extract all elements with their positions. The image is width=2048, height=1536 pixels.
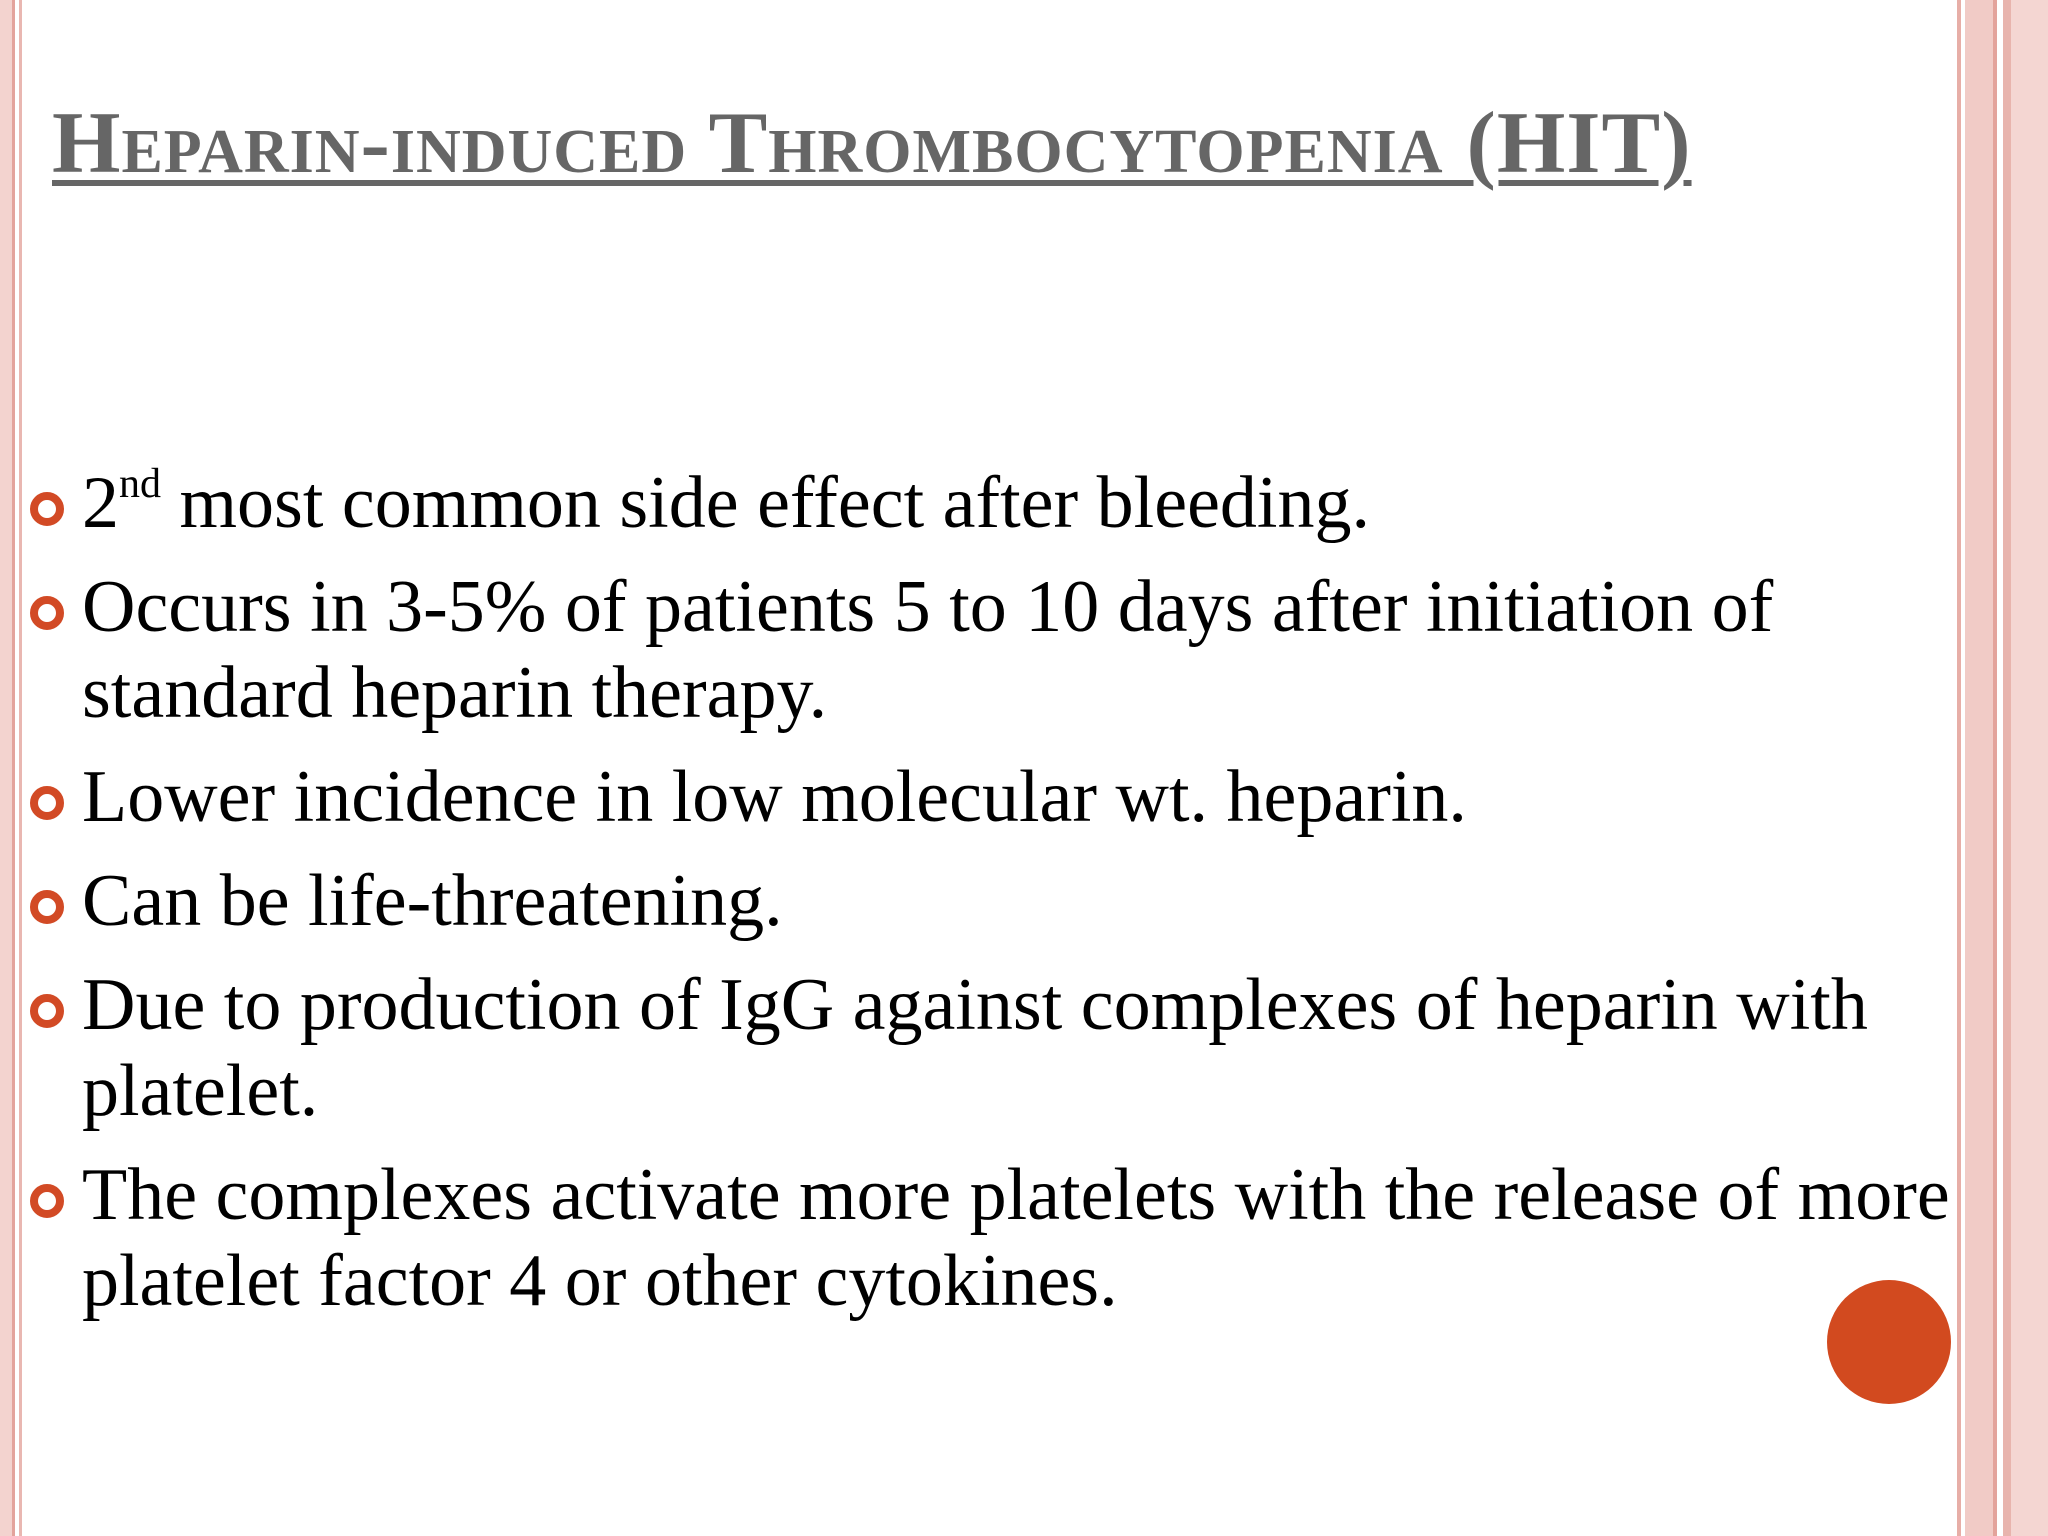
bullet-item-2 xyxy=(0,564,2030,736)
bullet-item-5 xyxy=(0,962,2030,1134)
bullet-superscript: nd xyxy=(119,461,161,507)
bullet-item-1 xyxy=(0,460,2030,546)
bullet-text: The complexes activate more platelets with the release of more platelet factor 4 or other cytokines. xyxy=(82,1154,1950,1322)
bullet-item-6 xyxy=(0,1152,2030,1324)
orange-circle-decoration xyxy=(1827,1280,1951,1404)
ring-bullet-icon xyxy=(30,994,64,1028)
ring-bullet-icon xyxy=(30,890,64,924)
bullet-item-4 xyxy=(0,858,2030,944)
bullet-text-prefix: 2 xyxy=(82,462,119,544)
ring-bullet-icon xyxy=(30,596,64,630)
bullet-text: Occurs in 3-5% of patients 5 to 10 days after initiation of standard heparin therapy. xyxy=(82,566,1774,734)
ring-bullet-icon xyxy=(30,492,64,526)
ring-bullet-icon xyxy=(30,786,64,820)
bullet-item-3 xyxy=(0,754,2030,840)
bullet-text: Can be life-threatening. xyxy=(82,860,783,942)
bullet-text: Due to production of IgG against complexes of heparin with platelet. xyxy=(82,964,1868,1132)
bullet-text: most common side effect after bleeding. xyxy=(161,462,1370,544)
slide-title: Heparin-induced Thrombocytopenia (HIT) xyxy=(52,95,1692,192)
bullet-text: Lower incidence in low molecular wt. heparin. xyxy=(82,756,1467,838)
ring-bullet-icon xyxy=(30,1184,64,1218)
bullet-list xyxy=(0,460,2030,1342)
